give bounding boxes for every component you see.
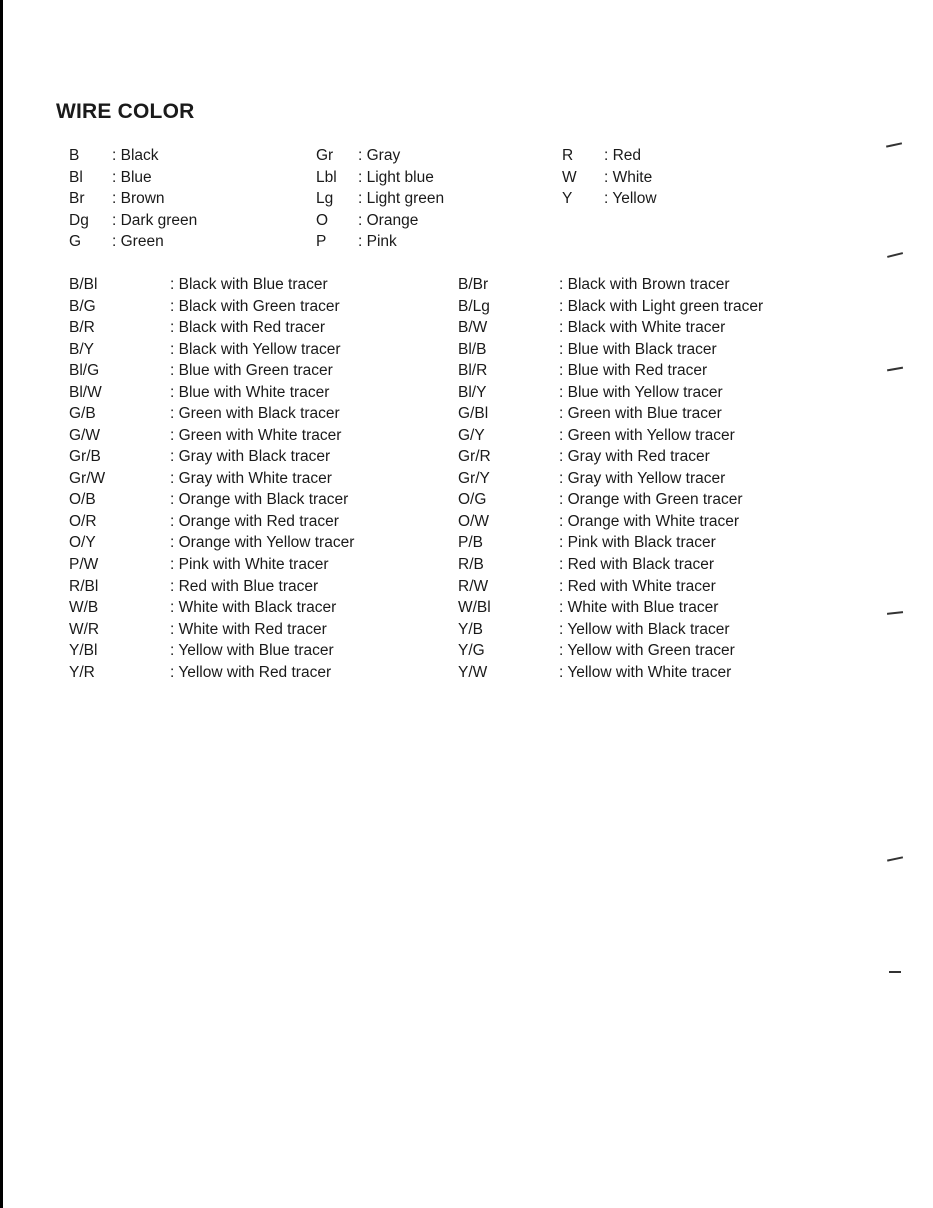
binding-tick-mark (887, 252, 903, 257)
tracer-description: : Black with Red tracer (170, 319, 326, 336)
color-code: Lbl (316, 169, 337, 186)
tracer-code: Bl/B (458, 341, 487, 358)
tracer-code: O/R (69, 513, 97, 530)
tracer-description: : Orange with Yellow tracer (170, 534, 355, 551)
tracer-code: B/R (69, 319, 95, 336)
tracer-description: : Red with White tracer (559, 578, 716, 595)
tracer-description: : Gray with Red tracer (559, 448, 710, 465)
tracer-description: : Orange with Black tracer (170, 491, 349, 508)
tracer-description: : Green with Yellow tracer (559, 427, 735, 444)
tracer-code: O/W (458, 513, 489, 530)
color-name: : Light green (358, 190, 445, 207)
tracer-code: Bl/G (69, 362, 100, 379)
tracer-description: : Orange with Green tracer (559, 491, 743, 508)
color-name: : Gray (358, 147, 401, 164)
binding-tick-mark (889, 971, 901, 973)
color-code: Bl (69, 169, 83, 186)
tracer-description: : Black with Green tracer (170, 298, 340, 315)
tracer-code: Bl/Y (458, 384, 487, 401)
color-name: : Brown (112, 190, 165, 207)
tracer-description: : Black with Brown tracer (559, 276, 730, 293)
color-code: Br (69, 190, 85, 207)
tracer-description: : Black with White tracer (559, 319, 726, 336)
page-title: WIRE COLOR (56, 100, 195, 123)
binding-tick-mark (887, 367, 903, 371)
tracer-description: : Black with Yellow tracer (170, 341, 341, 358)
color-code: Y (562, 190, 573, 207)
tracer-description: : Pink with Black tracer (559, 534, 716, 551)
tracer-code: B/Lg (458, 298, 490, 315)
tracer-code: G/Bl (458, 405, 489, 422)
tracer-code: Y/Bl (69, 642, 98, 659)
tracer-code: Y/G (458, 642, 485, 659)
tracer-code: G/Y (458, 427, 485, 444)
tracer-description: : Blue with Green tracer (170, 362, 333, 379)
color-name: : Blue (112, 169, 152, 186)
color-code: W (562, 169, 577, 186)
tracer-code: W/B (69, 599, 99, 616)
tracer-description: : Black with Blue tracer (170, 276, 328, 293)
color-name: : Red (604, 147, 642, 164)
tracer-description: : Green with Black tracer (170, 405, 340, 422)
color-name: : White (604, 169, 653, 186)
tracer-description: : Red with Blue tracer (170, 578, 319, 595)
tracer-code: B/Y (69, 341, 94, 358)
color-code: Gr (316, 147, 334, 164)
binding-tick-mark (887, 856, 903, 861)
tracer-description: : Yellow with Green tracer (559, 642, 735, 659)
color-code: Lg (316, 190, 334, 207)
binding-tick-mark (886, 142, 902, 147)
tracer-description: : Gray with Black tracer (170, 448, 331, 465)
tracer-code: R/B (458, 556, 484, 573)
tracer-description: : Blue with Black tracer (559, 341, 717, 358)
tracer-description: : Yellow with Black tracer (559, 621, 730, 638)
tracer-code: Y/R (69, 664, 95, 681)
tracer-code: Gr/B (69, 448, 101, 465)
tracer-description: : Yellow with White tracer (559, 664, 732, 681)
tracer-code: R/Bl (69, 578, 99, 595)
tracer-code: O/B (69, 491, 96, 508)
color-name: : Black (112, 147, 159, 164)
color-name: : Dark green (112, 212, 198, 229)
tracer-description: : Yellow with Red tracer (170, 664, 332, 681)
tracer-description: : Black with Light green tracer (559, 298, 764, 315)
color-code: P (316, 233, 327, 250)
tracer-description: : Orange with Red tracer (170, 513, 339, 530)
tracer-description: : Green with White tracer (170, 427, 342, 444)
tracer-code: B/G (69, 298, 96, 315)
tracer-code: P/W (69, 556, 99, 573)
tracer-description: : Blue with White tracer (170, 384, 330, 401)
color-code: Dg (69, 212, 89, 229)
tracer-code: Gr/W (69, 470, 106, 487)
tracer-code: P/B (458, 534, 483, 551)
tracer-description: : Green with Blue tracer (559, 405, 722, 422)
tracer-code: B/Bl (69, 276, 98, 293)
tracer-description: : Pink with White tracer (170, 556, 329, 573)
tracer-code: Gr/R (458, 448, 491, 465)
color-name: : Pink (358, 233, 397, 250)
tracer-code: G/W (69, 427, 100, 444)
tracer-code: Y/B (458, 621, 483, 638)
color-code: O (316, 212, 329, 229)
tracer-code: G/B (69, 405, 96, 422)
color-name: : Light blue (358, 169, 434, 186)
color-name: : Orange (358, 212, 419, 229)
color-name: : Yellow (604, 190, 657, 207)
color-code: G (69, 233, 82, 250)
tracer-description: : Yellow with Blue tracer (170, 642, 334, 659)
tracer-code: B/Br (458, 276, 489, 293)
tracer-code: B/W (458, 319, 488, 336)
tracer-code: Gr/Y (458, 470, 490, 487)
tracer-code: W/Bl (458, 599, 491, 616)
tracer-code: Bl/W (69, 384, 102, 401)
tracer-code: O/Y (69, 534, 96, 551)
tracer-code: O/G (458, 491, 487, 508)
color-name: : Green (112, 233, 164, 250)
tracer-description: : Gray with White tracer (170, 470, 332, 487)
tracer-description: : Orange with White tracer (559, 513, 740, 530)
color-code: R (562, 147, 574, 164)
tracer-code: Y/W (458, 664, 488, 681)
tracer-code: R/W (458, 578, 489, 595)
page-edge-border (0, 0, 3, 1208)
tracer-description: : Gray with Yellow tracer (559, 470, 726, 487)
tracer-description: : White with Red tracer (170, 621, 327, 638)
tracer-code: Bl/R (458, 362, 488, 379)
binding-tick-mark (887, 611, 903, 614)
tracer-description: : Red with Black tracer (559, 556, 715, 573)
tracer-description: : White with Blue tracer (559, 599, 719, 616)
color-code: B (69, 147, 80, 164)
tracer-description: : Blue with Red tracer (559, 362, 708, 379)
tracer-description: : White with Black tracer (170, 599, 337, 616)
tracer-code: W/R (69, 621, 100, 638)
tracer-description: : Blue with Yellow tracer (559, 384, 723, 401)
